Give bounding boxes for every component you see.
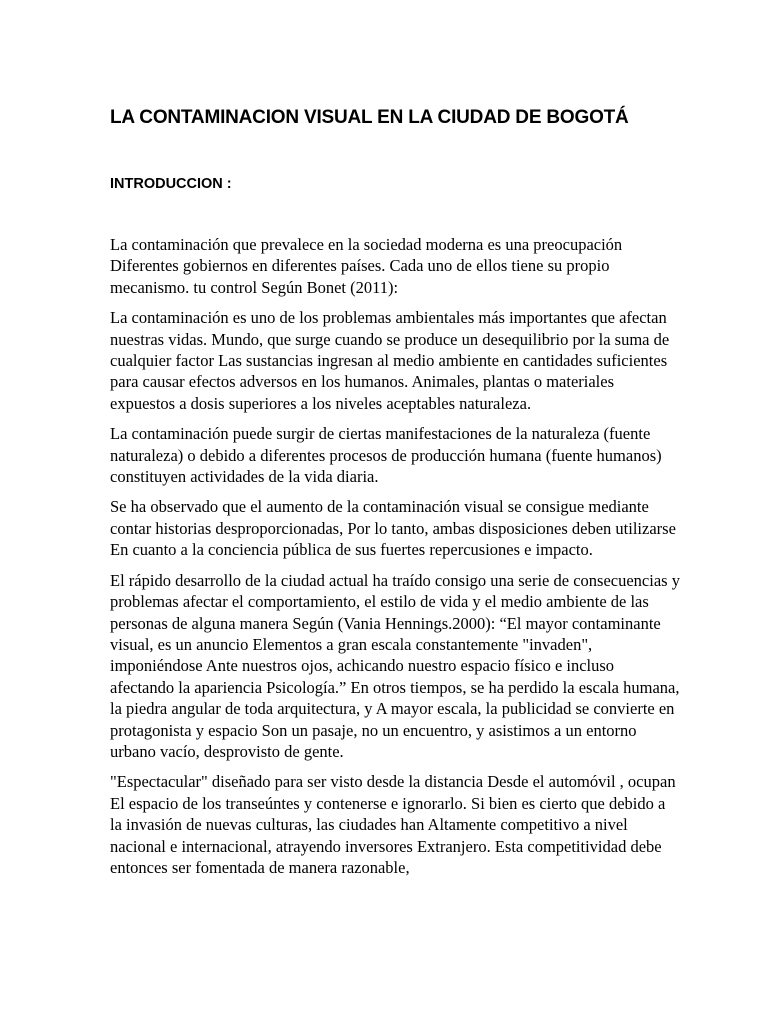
paragraph-4: Se ha observado que el aumento de la contaminación visual se consigue mediante contar historias desproporcionadas, Por lo tanto, ambas disposiciones deben utilizarse En cuanto a la conciencia pública de sus fuertes repercusiones e impacto. — [110, 497, 676, 560]
paragraph-6: "Espectacular" diseñado para ser visto desde la distancia Desde el automóvil , ocupan El espacio de los transeúntes y contenerse e ignorarlo. Si bien es cierto que debido a la invasión de nuevas culturas, las ciudades han Altamente competitivo a nivel nacional e internacional, atrayendo inversores Extranjero. Esta competitividad debe entonces ser fomentada de manera razonable, — [110, 772, 676, 877]
document-page — [110, 106, 680, 887]
paragraph-1: La contaminación que prevalece en la sociedad moderna es una preocupación Diferentes gobiernos en diferentes países. Cada uno de ellos tiene su propio mecanismo. tu control Según Bonet (2011): — [110, 235, 623, 297]
document-body — [110, 234, 680, 878]
paragraph-5: El rápido desarrollo de la ciudad actual ha traído consigo una serie de consecuencias y problemas afectar el comportamiento, el estilo de vida y el medio ambiente de las personas de alguna manera Según (Vania Hennings.2000): “El mayor contaminante visual, es un anuncio Elementos a gran escala constantemente "invaden", imponiéndose Ante nuestros ojos, achicando nuestro espacio físico e incluso afectando la apariencia Psicología.” En otros tiempos, se ha perdido la escala humana, la piedra angular de toda arquitectura, y A mayor escala, la publicidad se convierte en protagonista y espacio Son un pasaje, no un encuentro, y asistimos a un entorno urbano vacío, desprovisto de gente. — [110, 570, 680, 761]
paragraph-3: La contaminación puede surgir de ciertas manifestaciones de la naturaleza (fuente naturaleza) o debido a diferentes procesos de producción humana (fuente humanos) constituyen actividades de la vida diaria. — [110, 424, 662, 487]
section-heading: INTRODUCCION : — [110, 176, 232, 192]
document-title: LA CONTAMINACION VISUAL EN LA CIUDAD DE BOGOTÁ — [110, 107, 629, 128]
paragraph-2: La contaminación es uno de los problemas ambientales más importantes que afectan nuestras vidas. Mundo, que surge cuando se produce un desequilibrio por la suma de cualquier factor Las sustancias ingresan al medio ambiente en cantidades suficientes para causar efectos adversos en los humanos. Animales, plantas o materiales expuestos a dosis superiores a los niveles aceptables naturaleza. — [110, 308, 670, 413]
